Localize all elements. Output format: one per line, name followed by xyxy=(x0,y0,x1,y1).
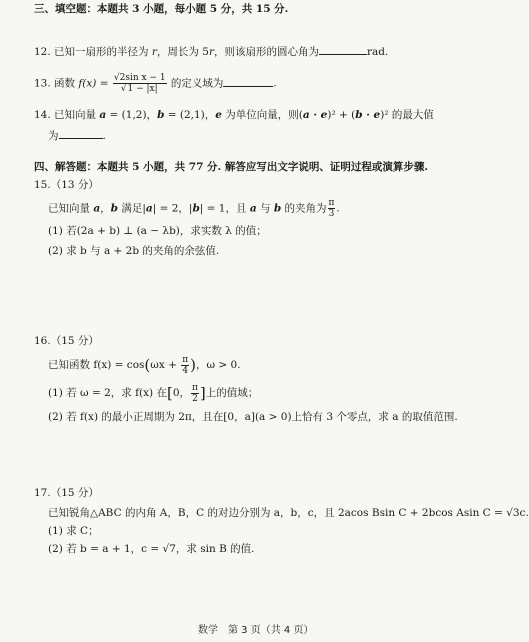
question-16-part-2: (2) 若 f(x) 的最小正周期为 2π，且在[0，a](a > 0)上恰有 3 个零点，求 a 的取值范围. xyxy=(48,411,458,423)
fraction: $\frac{\pi}{4}$ xyxy=(182,354,189,376)
fraction: $\frac{\pi}{3}$ xyxy=(328,198,335,219)
question-17-part-2: (2) 若 b = a + 1，c = √7，求 sin B 的值. xyxy=(48,543,255,555)
question-16-number: 16.（15 分） xyxy=(34,335,99,347)
question-15-stem: 已知向量 a，b 满足|a| = 2，|b| = 1，且 a 与 b 的夹角为 $\frac{\pi}{3}$ . xyxy=(48,198,340,219)
question-14: 14. 已知向量 a = (1,2)，b = (2,1)，e 为单位向量，则(a · e)² + (b · e)² 的最大值 xyxy=(34,109,434,121)
question-15-part-1: (1) 若(2a + b) ⊥ (a − λb)，求实数 λ 的值； xyxy=(48,225,267,237)
question-12: 12. 已知一扇形的半径为 r，周长为 5r，则该扇形的圆心角为 rad. xyxy=(34,46,389,58)
question-17-stem: 已知锐角△ABC 的内角 A，B，C 的对边分别为 a，b，c，且 2acos Bsin C + 2bcos Asin C = √3c. xyxy=(48,507,529,519)
answer-blank-12[interactable] xyxy=(319,44,367,55)
question-16-part-1: (1) 若 ω = 2，求 f(x) 在[0， $\frac{\pi}{2}$ ]上的值域； xyxy=(48,382,259,404)
answer-blank-14[interactable] xyxy=(59,128,103,139)
answer-blank-13[interactable] xyxy=(223,76,273,87)
question-13: 13. 函数 f(x) = $\frac{\text{√2sin x − 1}}{√1 - |x|}$ 的定义域为 . xyxy=(34,73,277,94)
question-15-number: 15.（13 分） xyxy=(34,179,99,191)
section-3-header: 三、填空题：本题共 3 小题，每小题 5 分，共 15 分. xyxy=(34,3,289,15)
fraction: $\frac{\text{√2sin x − 1}}{√1 - |x|}$ xyxy=(113,73,166,94)
question-16-stem: 已知函数 f(x) = cos(ωx + $\frac{\pi}{4}$ )，ω > 0. xyxy=(48,354,241,376)
section-4-header: 四、解答题：本题共 5 小题，共 77 分. 解答应写出文字说明、证明过程或演算步骤. xyxy=(34,161,429,173)
question-17-part-1: (1) 求 C； xyxy=(48,525,99,537)
page-footer: 数学 第 3 页（共 4 页） xyxy=(198,625,314,636)
question-17-number: 17.（15 分） xyxy=(34,487,99,499)
question-15-part-2: (2) 求 b 与 a + 2b 的夹角的余弦值. xyxy=(48,245,220,257)
fraction: $\frac{\pi}{2}$ xyxy=(192,382,198,404)
question-14-line2: 为 . xyxy=(48,130,106,142)
